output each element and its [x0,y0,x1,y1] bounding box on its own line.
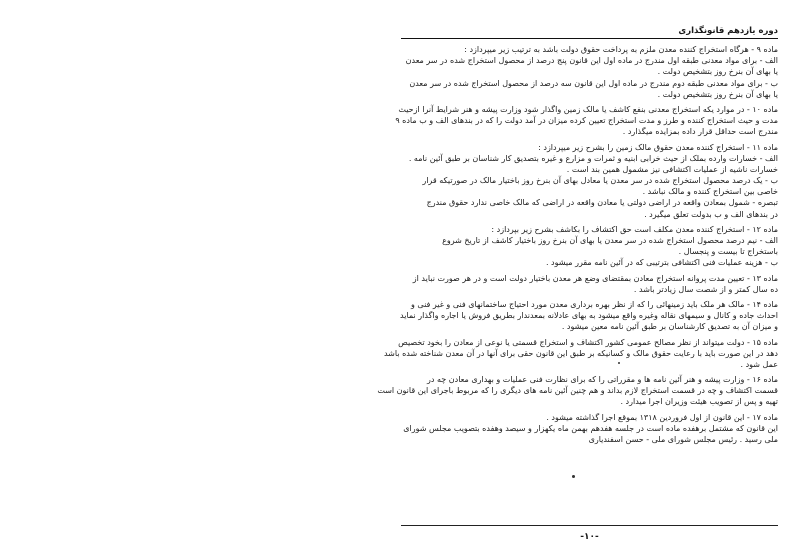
text-line: باستخراج تا بیست و پنجسال . [678,247,778,257]
text-line: ماده ۱۶ - وزارت پیشه و هنر آئین نامه ها و مقرراتی را که برای نظارت فنی عملیات و بهداری معادن چه در [427,375,778,385]
text-line: ماده ۱۴ - مالک هر ملک باید زمینهائی را که از نظر بهره برداری معدن مورد احتیاج ساختمانهای فنی و غیر فنی و [411,299,778,309]
text-line: ماده ۱۷ - این قانون از اول فروردین ۱۳۱۸ بموقع اجرا گذاشته میشود . [546,412,778,422]
text-line: یا بهای آن بنرخ روز بتشخیص دولت . [657,89,778,99]
text-line: ب - هزینه عملیات فنی اکتشافی بترتیبی که در آئین نامه مقرر میشود . [545,258,778,268]
text-line: یا بهای آن بنرخ روز بتشخیص دولت . [657,67,778,77]
text-line: مدت و حیث استخراج کننده و طرز و مدت استخراج تعیین کرده میزان در آمد دولت را که در بندهای الف و ب ماده ۹ [395,116,778,126]
scan-speck [618,362,620,364]
text-line: الف - برای مواد معدنی طبقه اول مندرج در ماده اول این قانون پنج درصد از محصول استخراج شده در سر معدن [405,56,778,66]
text-line: ماده ۱۲ - استخراج کننده معدن مکلف است حق اکتشاف را بکاشف بشرح زیر بپردازد : [491,224,778,234]
text-line: ماده ۱۵ - دولت میتواند از نظر مصالح عمومی کشور اکتشاف و استخراج قسمتی یا نوعی از معادن را بخود تخصیص [398,337,778,347]
text-line: تبصره - شمول بمعادن واقعه در اراضی دولتی یا معادن واقعه در اراضی که مالک خاصی ندارد حقوق مندرج [426,198,778,208]
body-text [377,44,778,445]
text-line: ملی رسید . رئیس مجلس شورای ملی - حسن اسفندیاری [588,435,778,444]
blank-margin [0,0,330,543]
text-line: این قانون که مشتمل برهفده ماده است در جلسه هفدهم بهمن ماه یکهزار و سیصد وهفده بتصویب مجلس شورای [403,423,778,433]
text-line: احداث جاده و کانال و سیمهای نقاله وغیره واقع میشود به بهای عادلانه بمعدندار بطریق فروش یا اجاره واگذار نماید [400,311,778,321]
text-line: الف - خسارات وارده بملک از حیث خرابی ابنیه و ثمرات و مزارع و غیره بتصدیق کار شناسان بر طبق آئین نامه . [408,153,778,163]
footer-rule [401,525,778,526]
text-line: قسمت اکتشاف و چه در قسمت استخراج لازم بداند و هم چنین آئین نامه های دیگری را که مربوط باجرای این قانون است [377,386,778,396]
text-line: الف - نیم درصد محصول استخراج شده در سر معدن یا بهای آن بنرخ روز باختیار کاشف از تاریخ شروع [442,236,778,245]
running-header [401,20,778,36]
scan-speck [572,475,575,478]
text-line: و میزان آن به تصدیق کارشناسان بر طبق آئین نامه معین میشود . [561,322,778,332]
page-number: -۱۰- [580,532,599,542]
text-line: ب - یک درصد محصول استخراج شده در سر معدن یا معادل بهای آن بنرخ روز باختیار مالک در صورتیکه قرار [422,176,778,186]
text-line: ماده ۱۳ - تعیین مدت پروانه استخراج معادن بمقتضای وضع هر معدن باختیار دولت است و در هر صورت نباید از [412,273,778,283]
text-line: در بندهای الف و ب بدولت تعلق میگیرد . [644,209,778,219]
header-title: دوره یازدهم قانونگذاری [678,26,778,36]
text-line: تهیه و پس از تصویب هیئت وزیران اجرا میدارد . [620,397,778,407]
text-line: دهد در این صورت باید با رعایت حقوق مالک و کسانیکه بر طبق این قانون حقی برای آنها در آن معدن شناخته شده باشد [383,348,778,358]
text-line: عمل شود . [740,359,778,369]
text-line: ده سال کمتر و از شصت سال زیادتر باشد . [633,284,778,294]
text-line: خاصی بین استخراج کننده و مالک نباشد . [642,187,778,197]
text-line: ماده ۱۱ - استخراج کننده معدن حقوق مالک زمین را بشرح زیر میپردازد : [538,142,778,152]
header-rule [401,38,778,39]
text-line: ماده ۱۰ - در موارد یکه استخراج معدنی بنفع کاشف یا مالک زمین واگذار شود وزارت پیشه و هنر شرایط آنرا ازحیث [398,104,778,114]
text-line: ماده ۹ - هرگاه استخراج کننده معدن ملزم به پرداخت حقوق دولت باشد به ترتیب زیر میپردازد : [464,45,778,54]
text-line: مندرج است حداقل قرار داده بمزایده میگذارد . [622,127,778,137]
document-body [377,20,778,542]
text-line: ب - برای مواد معدنی طبقه دوم مندرج در ماده اول این قانون سه درصد از محصول استخراج شده در سر معدن [409,78,778,88]
text-line: خسارات ناشیه از عملیات اکتشافی نیز مشمول همین بند است . [566,164,778,174]
